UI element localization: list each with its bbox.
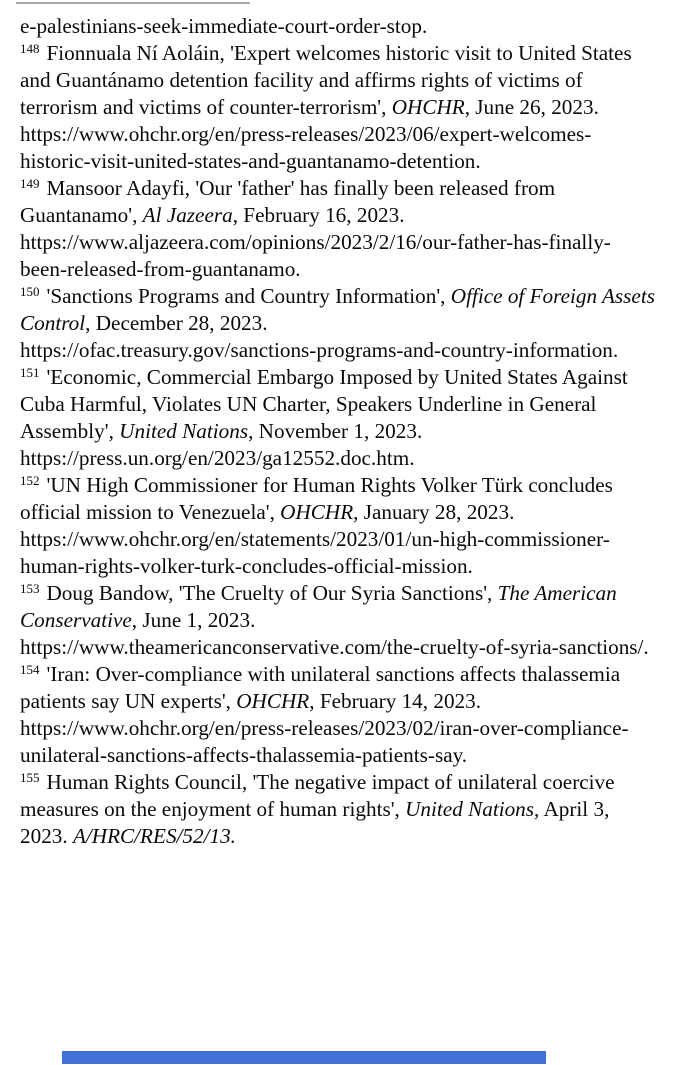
progress-indicator[interactable] — [62, 1051, 546, 1064]
footnote-text: United Nations — [405, 797, 535, 821]
footnote-149 — [20, 175, 657, 283]
footnote-text: , December 28, 2023. — [85, 311, 268, 335]
footnote-153 — [20, 580, 657, 661]
footnote-number: 152 — [20, 473, 40, 488]
footnote-url[interactable]: https://www.ohchr.org/en/press-releases/2023/06/expert-welcomes-historic-visit-united-states-and-guantanamo-detention. — [20, 122, 592, 173]
footnote-150 — [20, 283, 657, 364]
footnote-number: 151 — [20, 365, 40, 380]
clipped-rule-artifact — [16, 2, 250, 4]
footnote-number: 150 — [20, 284, 40, 299]
footnote-url[interactable]: https://press.un.org/en/2023/ga12552.doc.htm. — [20, 446, 415, 470]
footnote-148 — [20, 40, 657, 175]
footnote-text: United Nations — [119, 419, 249, 443]
footnote-text: OHCHR — [391, 95, 465, 119]
footnote-number: 148 — [20, 41, 40, 56]
footnote-151 — [20, 364, 657, 472]
footnote-text: , April 3, 2023. — [20, 797, 610, 848]
footnote-number: 153 — [20, 581, 40, 596]
footnote-text: , June 1, 2023. — [131, 608, 256, 632]
footnote-text: Mansoor Adayfi, 'Our 'father' has finally been released from Guantanamo', — [20, 176, 556, 227]
footnote-text: 'Iran: Over-compliance with unilateral sanctions affects thalassemia patients say UN experts', — [20, 662, 621, 713]
footnote-text: , January 28, 2023. — [353, 500, 515, 524]
footnote-text: Human Rights Council, 'The negative impact of unilateral coercive measures on the enjoyment of human rights', — [20, 770, 615, 821]
footnote-url[interactable]: https://www.aljazeera.com/opinions/2023/2/16/our-father-has-finally-been-released-from-guantanamo. — [20, 230, 611, 281]
footnote-text: , February 14, 2023. — [309, 689, 482, 713]
footnote-text: OHCHR — [236, 689, 310, 713]
footnote-text: Al Jazeera — [142, 203, 233, 227]
footnote-text: , November 1, 2023. — [248, 419, 423, 443]
footnote-text: 'Sanctions Programs and Country Information', — [46, 284, 451, 308]
footnote-url[interactable]: https://www.ohchr.org/en/press-releases/2023/02/iran-over-compliance-unilateral-sanctions-affects-thalassemia-patients-say. — [20, 716, 629, 767]
footnote-text: 'Economic, Commercial Embargo Imposed by United States Against Cuba Harmful, Violates UN Charter, Speakers Underline in General Assembly', — [20, 365, 628, 443]
footnote-text: , February 16, 2023. — [232, 203, 405, 227]
footnotes-page — [20, 13, 657, 850]
footnote-url[interactable]: https://www.ohchr.org/en/statements/2023/01/un-high-commissioner-human-rights-volker-turk-concludes-official-mission. — [20, 527, 610, 578]
continuation-text: e-palestinians-seek-immediate-court-order-stop. — [20, 14, 428, 38]
footnote-text: Doug Bandow, 'The Cruelty of Our Syria Sanctions', — [46, 581, 498, 605]
footnote-url[interactable]: https://ofac.treasury.gov/sanctions-programs-and-country-information. — [20, 338, 619, 362]
footnote-text: Fionnuala Ní Aoláin, 'Expert welcomes historic visit to United States and Guantánamo detention facility and affirms rights of victims of terrorism and victims of counter-terrorism', — [20, 41, 632, 119]
footnote-155 — [20, 769, 657, 850]
footnote-number: 149 — [20, 176, 40, 191]
footnote-number: 155 — [20, 770, 40, 785]
footnote-url[interactable]: https://www.theamericanconservative.com/the-cruelty-of-syria-sanctions/. — [20, 635, 649, 659]
footnote-text: OHCHR — [280, 500, 354, 524]
footnotes-list — [20, 40, 657, 850]
footnote-text: , June 26, 2023. — [464, 95, 599, 119]
footnote-154 — [20, 661, 657, 769]
footnote-text: The American Conservative — [20, 581, 617, 632]
footnote-152 — [20, 472, 657, 580]
footnote-text: Office of Foreign Assets Control — [20, 284, 655, 335]
footnote-number: 154 — [20, 662, 40, 677]
footnote-text: A/HRC/RES/52/13. — [72, 824, 236, 848]
footnote-text: 'UN High Commissioner for Human Rights Volker Türk concludes official mission to Venezuela', — [20, 473, 613, 524]
